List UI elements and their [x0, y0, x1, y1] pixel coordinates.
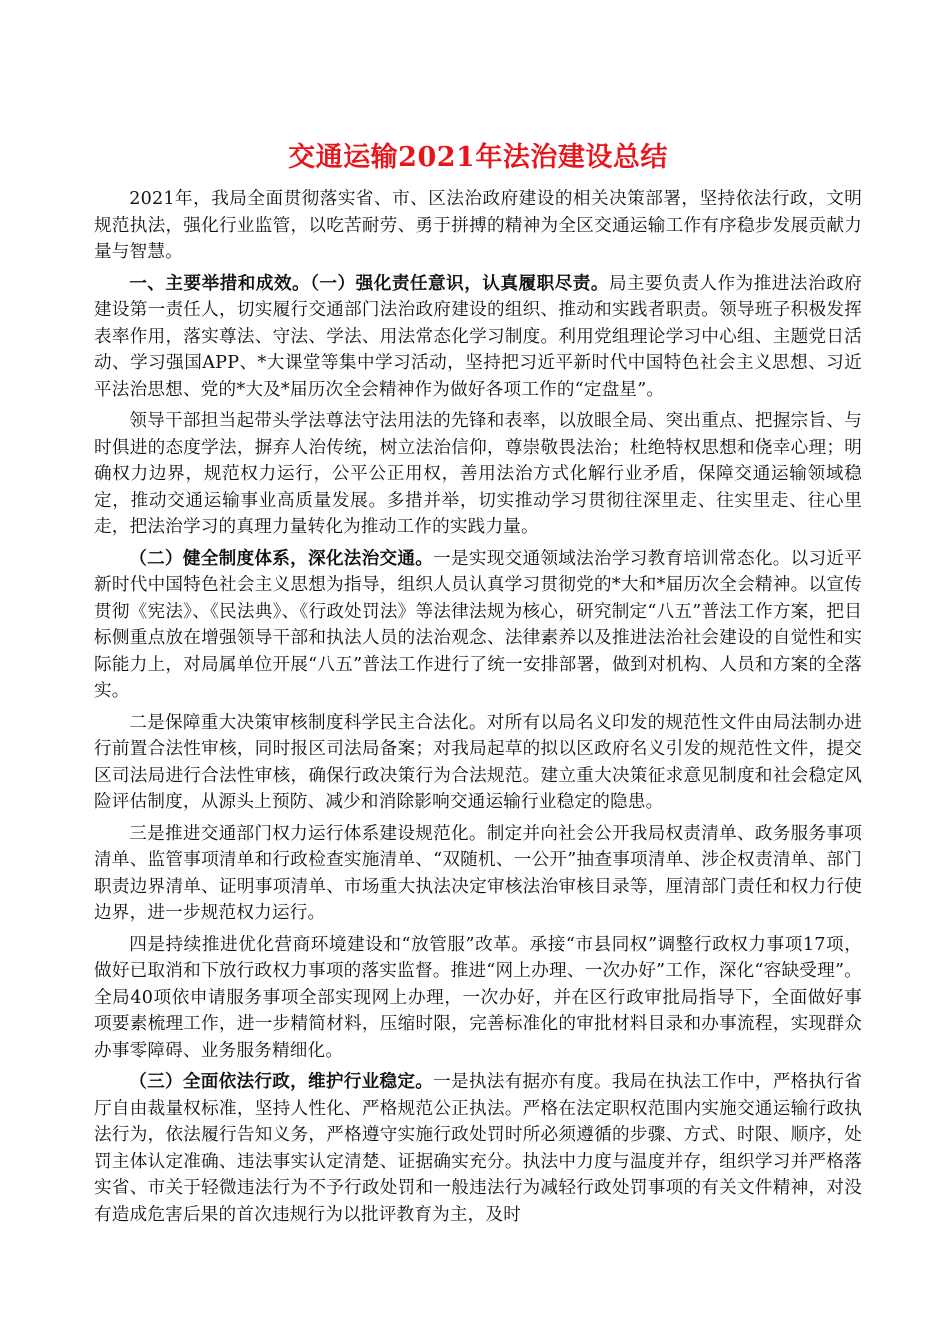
- document-title: 交通运输2021年法治建设总结: [288, 142, 668, 173]
- paragraph-business-environment: [94, 932, 862, 1065]
- paragraph-text: 2021年，我局全面贯彻落实省、市、区法治政府建设的相关决策部署，坚持依法行政，文明规范执法，强化行业监管，以吃苦耐劳、勇于拼搏的精神为全区交通运输工作有序稳步发展贡献力量与智慧。: [94, 189, 862, 262]
- section-heading: （三）全面依法行政，维护行业稳定。: [129, 1071, 434, 1092]
- paragraph-text: 三是推进交通部门权力运行体系建设规范化。制定并向社会公开我局权责清单、政务服务事项清单、监管事项清单和行政检查实施清单、“双随机、一公开”抽查事项清单、涉企权责清单、部门职责边界清单、证明事项清单、市场重大执法决定审核法治审核目录等，厘清部门责任和权力行使边界，进一步规范权力运行。: [94, 823, 862, 923]
- paragraph-text: 一是实现交通领域法治学习教育培训常态化。以习近平新时代中国特色社会主义思想为指导，组织人员认真学习贯彻党的*大和*届历次全会精神。以宣传贯彻《宪法》、《民法典》、《行政处罚法》等法律法规为核心，研究制定“八五”普法工作方案，把目标侧重点放在增强领导干部和执法人员的法治观念、法律素养以及推进法治社会建设的自觉性和实际能力上，对局属单位开展“八五”普法工作进行了统一安排部署，做到对机构、人员和方案的全落实。: [94, 548, 862, 701]
- section-heading: 一、主要举措和成效。（一）强化责任意识，认真履职尽责。: [129, 272, 609, 294]
- paragraph-section-1: [94, 271, 862, 404]
- section-heading: （二）健全制度体系，深化法治交通。: [129, 547, 434, 569]
- document-page: [94, 138, 862, 1233]
- paragraph-section-2: [94, 546, 862, 705]
- paragraph-text: 二是保障重大决策审核制度科学民主合法化。对所有以局名义印发的规范性文件由局法制办进行前置合法性审核，同时报区司法局备案；对我局起草的拟以区政府名义引发的规范性文件，提交区司法局进行合法性审核，确保行政决策行为合法规范。建立重大决策征求意见制度和社会稳定风险评估制度，从源头上预防、减少和消除影响交通运输行业稳定的隐患。: [94, 712, 862, 812]
- paragraph-section-3: [94, 1069, 862, 1228]
- paragraph-text: 一是执法有据亦有度。我局在执法工作中，严格执行省厅自由裁量权标准，坚持人性化、严格规范公正执法。严格在法定职权范围内实施交通运输行政执法行为，依法履行告知义务，严格遵守实施行政处罚时所必须遵循的步骤、方式、时限、顺序，处罚主体认定准确、违法事实认定清楚、证据确实充分。执法中力度与温度并存，组织学习并严格落实省、市关于轻微违法行为不予行政处罚和一般违法行为减轻行政处罚事项的有关文件精神，对没有造成危害后果的首次违规行为以批评教育为主，及时: [94, 1072, 862, 1225]
- paragraph-power-system: [94, 821, 862, 927]
- paragraph-leaders: [94, 408, 862, 541]
- paragraph-text: 局主要负责人作为推进法治政府建设第一责任人，切实履行交通部门法治政府建设的组织、推动和实践者职责。领导班子积极发挥表率作用，落实尊法、守法、学法、用法常态化学习制度。利用党组理论学习中心组、主题党日活动、学习强国APP、*大课堂等集中学习活动，坚持把习近平新时代中国特色社会主义思想、习近平法治思想、党的*大及*届历次全会精神作为做好各项工作的“定盘星”。: [94, 273, 862, 400]
- paragraph-intro: [94, 186, 862, 266]
- paragraph-text: 领导干部担当起带头学法尊法守法用法的先锋和表率，以放眼全局、突出重点、把握宗旨、与时俱进的态度学法，摒弃人治传统，树立法治信仰，尊崇敬畏法治；杜绝特权思想和侥幸心理；明确权力边界，规范权力运行，公平公正用权，善用法治方式化解行业矛盾，保障交通运输领域稳定，推动交通运输事业高质量发展。多措并举，切实推动学习贯彻往深里走、往实里走、往心里走，把法治学习的真理力量转化为推动工作的实践力量。: [94, 411, 862, 537]
- paragraph-text: 四是持续推进优化营商环境建设和“放管服”改革。承接“市县同权”调整行政权力事项17项，做好已取消和下放行政权力事项的落实监督。推进“网上办理、一次办好”工作，深化“容缺受理”。全局40项依申请服务事项全部实现网上办理，一次办好，并在区行政审批局指导下，全面做好事项要素梳理工作，进一步精简材料，压缩时限，完善标准化的审批材料目录和办事流程，实现群众办事零障碍、业务服务精细化。: [94, 934, 862, 1061]
- paragraph-decision-review: [94, 710, 862, 816]
